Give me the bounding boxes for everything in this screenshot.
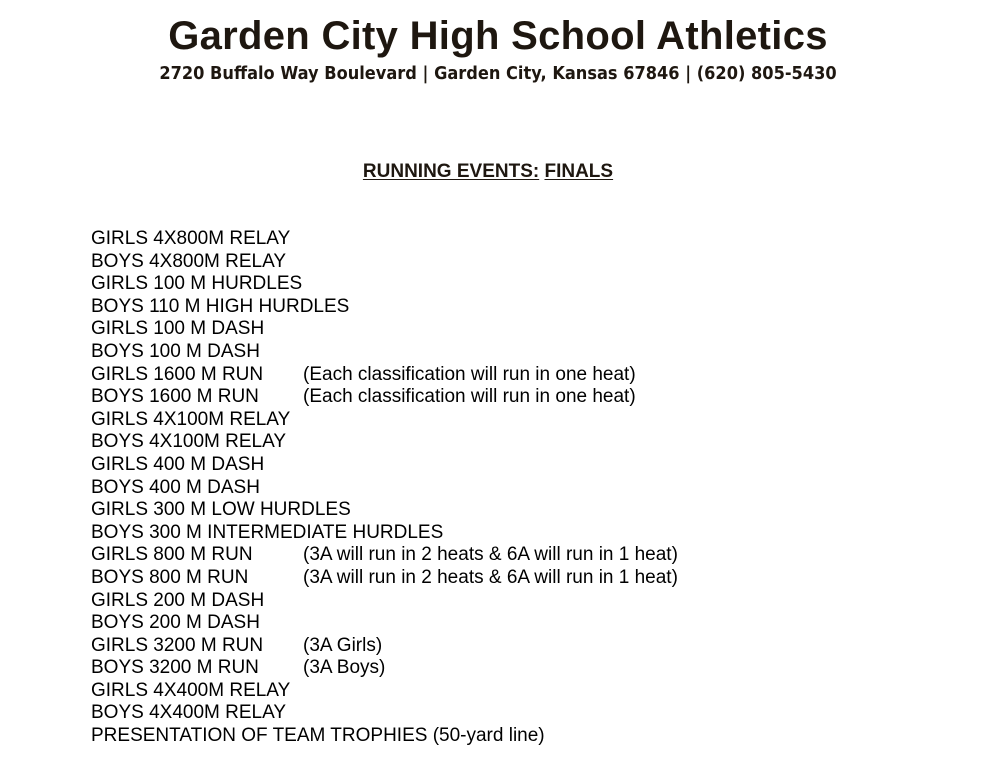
event-name: GIRLS 100 M DASH — [91, 318, 265, 340]
event-schedule-list — [91, 228, 678, 748]
event-row — [91, 341, 678, 364]
event-name: BOYS 800 M RUN — [91, 566, 249, 588]
event-note: (3A will run in 2 heats & 6A will run in 1 heat) — [303, 544, 678, 566]
event-row — [91, 228, 678, 251]
event-name: GIRLS 200 M DASH — [91, 589, 265, 611]
section-title-round: FINALS — [544, 161, 614, 182]
event-row — [91, 364, 678, 387]
document-header — [0, 12, 996, 86]
event-row — [91, 522, 678, 545]
event-name: GIRLS 4X100M RELAY — [91, 408, 291, 430]
event-row — [91, 273, 678, 296]
event-row — [91, 567, 678, 590]
event-note: (3A Boys) — [303, 657, 386, 679]
event-name: BOYS 4X800M RELAY — [91, 250, 287, 272]
event-name: BOYS 100 M DASH — [91, 340, 260, 362]
event-row — [91, 590, 678, 613]
event-row — [91, 409, 678, 432]
event-note: (Each classification will run in one heat) — [303, 386, 636, 408]
event-row — [91, 544, 678, 567]
event-row — [91, 635, 678, 658]
event-row — [91, 251, 678, 274]
event-name: BOYS 400 M DASH — [91, 476, 260, 498]
event-row — [91, 296, 678, 319]
event-row — [91, 318, 678, 341]
event-name: GIRLS 4X800M RELAY — [91, 228, 291, 249]
event-row — [91, 612, 678, 635]
school-address-line: 2720 Buffalo Way Boulevard | Garden City, Kansas 67846 | (620) 805-5430 — [159, 63, 837, 84]
event-name: GIRLS 800 M RUN — [91, 544, 253, 566]
event-note: (3A Girls) — [303, 634, 383, 656]
event-note: (3A will run in 2 heats & 6A will run in 1 heat) — [303, 566, 678, 588]
event-name: GIRLS 3200 M RUN — [91, 634, 264, 656]
event-row — [91, 657, 678, 680]
event-name: GIRLS 4X400M RELAY — [91, 679, 291, 701]
event-row — [91, 725, 678, 748]
event-name: BOYS 1600 M RUN — [91, 386, 259, 408]
event-row — [91, 454, 678, 477]
event-name: GIRLS 1600 M RUN — [91, 363, 264, 385]
event-name: BOYS 110 M HIGH HURDLES — [91, 295, 350, 317]
event-row — [91, 477, 678, 500]
event-note: (Each classification will run in one heat) — [303, 363, 636, 385]
event-name: GIRLS 300 M LOW HURDLES — [91, 499, 351, 521]
event-name: BOYS 4X400M RELAY — [91, 702, 287, 724]
section-title-category: RUNNING EVENTS: — [362, 161, 540, 182]
event-name: PRESENTATION OF TEAM TROPHIES (50-yard line) — [91, 725, 545, 747]
event-name: BOYS 300 M INTERMEDIATE HURDLES — [91, 521, 444, 543]
school-name-heading: Garden City High School Athletics — [168, 14, 828, 58]
event-row — [91, 386, 678, 409]
event-name: BOYS 200 M DASH — [91, 612, 260, 634]
event-row — [91, 702, 678, 725]
event-row — [91, 431, 678, 454]
section-title — [0, 160, 976, 184]
event-name: BOYS 4X100M RELAY — [91, 431, 287, 453]
event-name: GIRLS 100 M HURDLES — [91, 273, 303, 295]
event-name: BOYS 3200 M RUN — [91, 657, 259, 679]
event-row — [91, 680, 678, 703]
event-row — [91, 499, 678, 522]
event-name: GIRLS 400 M DASH — [91, 453, 265, 475]
